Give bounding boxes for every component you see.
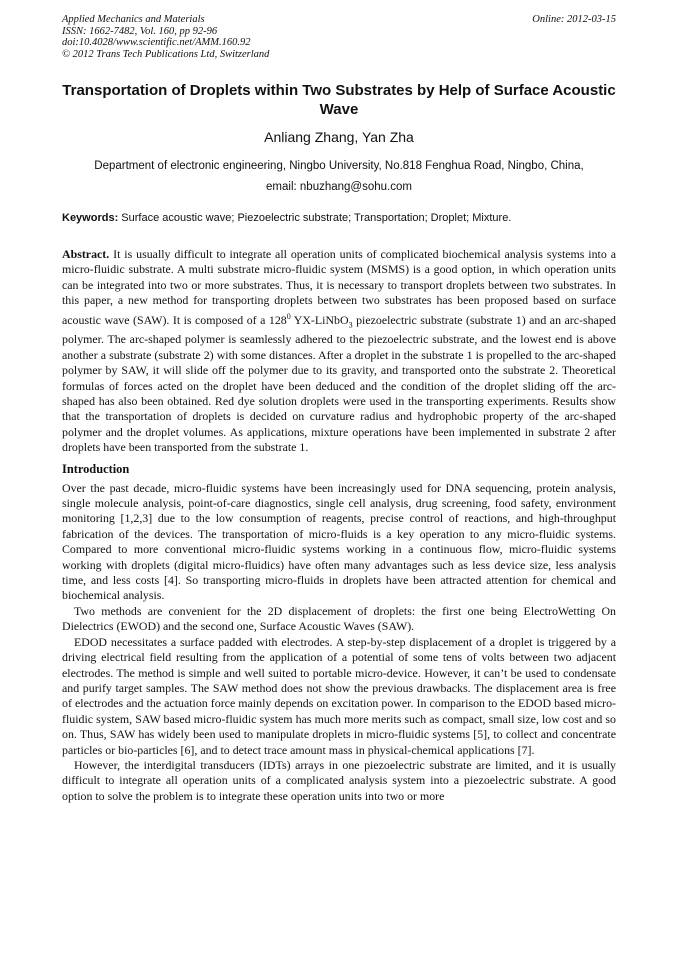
introduction-heading: Introduction [62,461,130,476]
intro-paragraph-3: EDOD necessitates a surface padded with electrodes. A step-by-step displacement of a droplet is triggered by a driving electrical field resulting from the application of a potential of some tens of volts between two adjacent electrodes. The method is simple and well suited to portable micro-device. However, it can’t be used to condensate and purify target samples. The SAW method does not show the previous drawbacks. The displacement area is free of electrodes and the actuation force mainly depends on excitation power. In comparison to the EDOD based micro-fluidic system, SAW based micro-fluidic system has much more merits such as compact, small size, low cost and so on. Thus, SAW has widely been used to manipulate droplets in micro-fluidic systems [5], to collect and concentrate particles or bio-particles [6], and to detect trace amount mass in physical-chemical applications [7]. [62,634,616,757]
subscript-3: 3 [348,319,353,329]
keywords-label: Keywords: [62,212,119,224]
copyright-line: © 2012 Trans Tech Publications Ltd, Switzerland [62,48,270,60]
doi-line: doi:10.4028/www.scientific.net/AMM.160.92 [62,37,251,49]
online-date: Online: 2012-03-15 [532,14,616,25]
abstract-text: YX-LiNbO [290,312,349,327]
affiliation-block [50,156,628,198]
email: email: nbuzhang@sohu.com [266,181,412,193]
intro-paragraph-2: Two methods are convenient for the 2D displacement of droplets: the first one being ElectroWetting On Dielectrics (EWOD) and the second one, Surface Acoustic Waves (SAW). [62,603,616,634]
keywords [62,211,616,226]
affiliation: Department of electronic engineering, Ningbo University, No.818 Fenghua Road, Ningbo, China, [94,160,584,172]
authors: Anliang Zhang, Yan Zha [264,129,414,145]
degree-superscript: 0 [286,311,291,321]
journal-name: Applied Mechanics and Materials [62,14,205,25]
abstract-label: Abstract. [62,247,110,261]
keywords-text: Surface acoustic wave; Piezoelectric substrate; Transportation; Droplet; Mixture. [118,212,512,224]
paper-title: Transportation of Droplets within Two Substrates by Help of Surface Acoustic Wave [62,82,616,118]
intro-paragraph-1: Over the past decade, micro-fluidic systems have been increasingly used for DNA sequencing, protein analysis, single molecule analysis, point-of-care diagnostics, single cell analysis, drug screening, food safety, environment monitoring [1,2,3] due to the low consumption of reagents, precise control of reactions, and high-throughput fabrication of the devices. The transportation of micro-fluids is a key operation to any micro-fluidic systems. Compared to more conventional micro-fluidic systems working in a continuous flow, micro-fluidic systems working with droplets (digital micro-fluidics) have often many advantages such as less device size, less analysis time, and less costs [4]. So transporting micro-fluids in droplets have been attracted attention for chemical and biochemical analysis. [62,480,616,603]
abstract-paragraph [62,247,616,456]
abstract-text: piezoelectric substrate (substrate 1) and an arc-shaped polymer. The arc-shaped polymer is seamlessly adhered to the piezoelectric substrate, and the lowest end is above another a substrate (substrate 2) with some distances. After a droplet in the substrate 1 is propelled to the arc-shaped polymer by SAW, it will slide off the polymer due to its gravity, and transported onto the substrate 2. Theoretical formulas of forces acted on the droplet have been deduced and the condition of the droplet sliding off the arc-shaped has also been obtained. Red dye solution droplets were used in the transporting experiments. Results show that the transportation of droplets is decided on curvature radius and hydrophobic property of the arc-shaped polymer and the droplet volumes. As applications, mixture operations have been implemented in substrate 2 after droplets have been transported from the substrate 1. [62,312,616,455]
issn-line: ISSN: 1662-7482, Vol. 160, pp 92-96 [62,25,218,37]
intro-paragraph-4: However, the interdigital transducers (IDTs) arrays in one piezoelectric substrate are limited, and it is usually difficult to integrate all operation units of a complicated analysis system into a piezoelectric substrate. A good option to solve the problem is to integrate these operation units into two or more [62,757,616,803]
paper-body [62,247,616,804]
journal-header [62,14,616,60]
abstract-text: It is usually difficult to integrate all operation units of complicated biochemical analysis systems into a micro-fluidic substrate. A multi substrate micro-fluidic system (MSMS) is a good option, in which operation units can be integrated into two or more substrates. Thus, it is necessary to transport droplets between two substrates. In this paper, a new method for transporting droplets between two substrates has been proposed based on surface acoustic wave (SAW). It is composed of a 128 [62,247,616,327]
